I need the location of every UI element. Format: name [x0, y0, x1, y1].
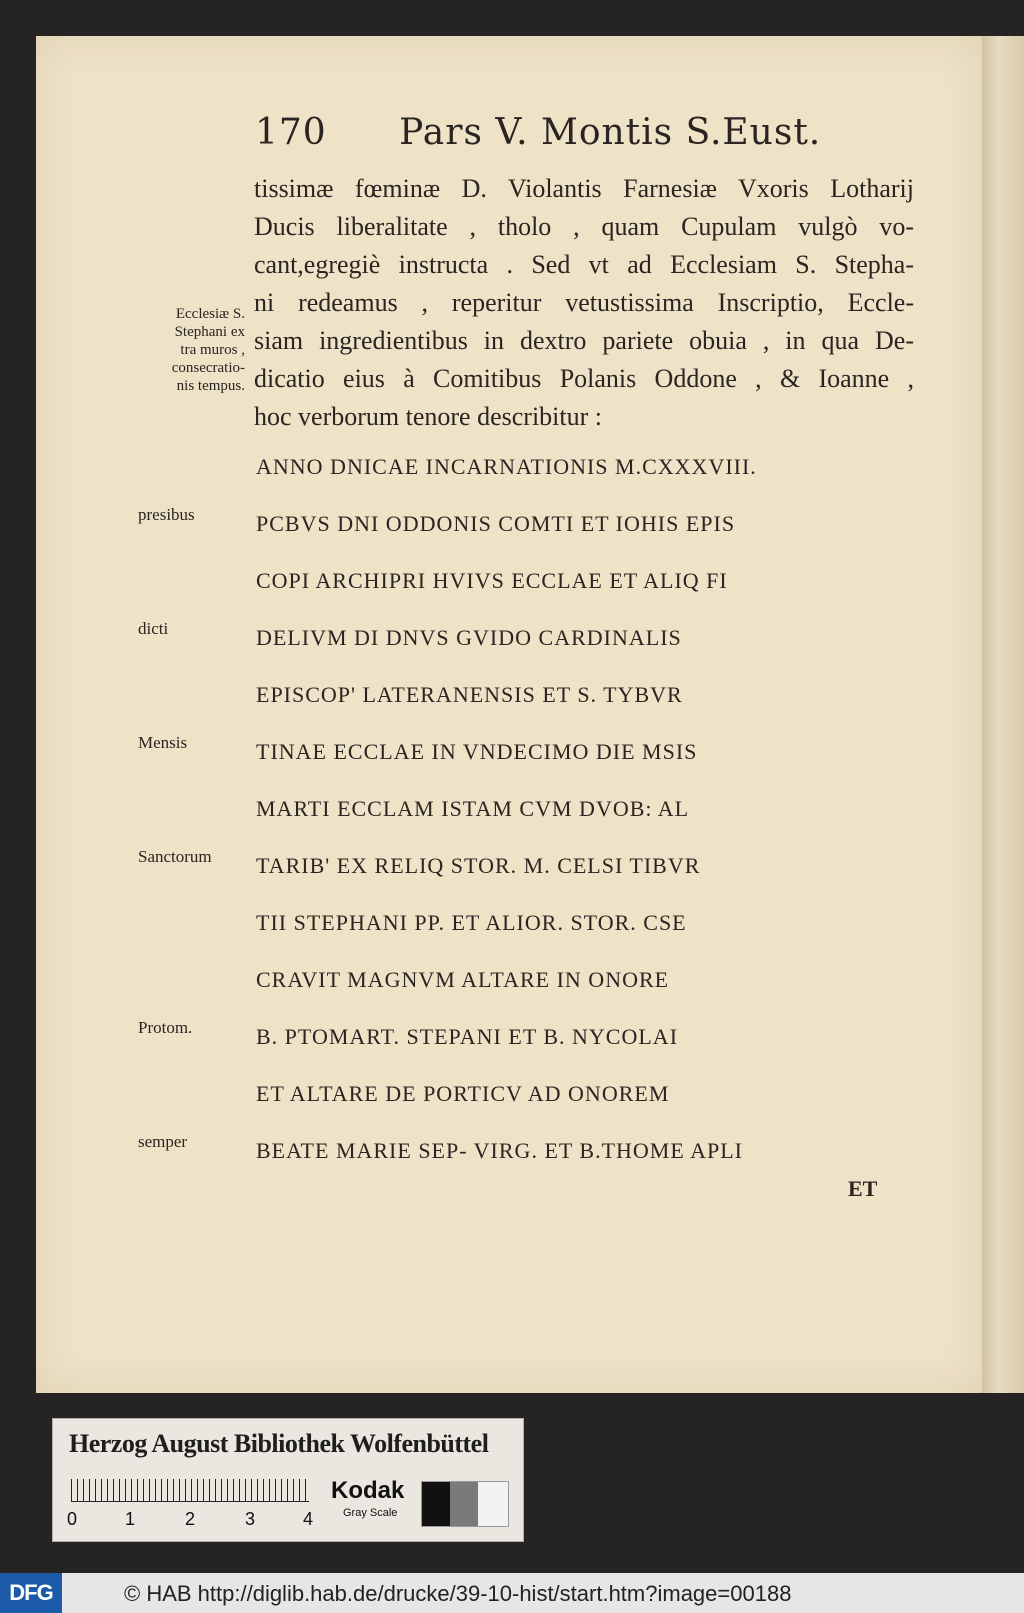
kodak-logo: Kodak [331, 1477, 405, 1504]
inscription-line: COPI ARCHIPRI HVIVS ECCLAE ET ALIQ FI [256, 568, 728, 593]
running-title: Pars V. Montis S.Eust. [399, 112, 822, 153]
margin-note-line: Stephani ex [174, 324, 245, 340]
margin-gloss: Mensis [138, 733, 188, 752]
text-line: dicatio eius à Comitibus Polanis Oddone , & Ioanne , [254, 364, 914, 393]
gray-swatch [450, 1482, 478, 1526]
library-name: Herzog August Bibliothek Wolfenbüttel [69, 1429, 489, 1458]
margin-gloss: semper [138, 1132, 188, 1151]
inscription-line: EPISCOP' LATERANENSIS ET S. TYBVR [256, 682, 683, 707]
page-number: 170 [255, 112, 327, 153]
ruler-number: 0 [67, 1509, 78, 1529]
inscription-line: TII STEPHANI PP. ET ALIOR. STOR. CSE [256, 910, 687, 935]
text-line: siam ingredientibus in dextro pariete obuia , in qua De- [254, 326, 914, 355]
gray-swatch [422, 1482, 450, 1526]
color-scale-card [52, 1418, 524, 1542]
inscription-line: TARIB' EX RELIQ STOR. M. CELSI TIBVR [256, 853, 701, 878]
ruler [71, 1479, 309, 1502]
margin-gloss: Protom. [138, 1018, 193, 1037]
text-line: tissimæ fœminæ D. Violantis Farnesiæ Vxoris Lotharij [254, 174, 914, 203]
inscription-line: DELIVM DI DNVS GVIDO CARDINALIS [256, 625, 682, 650]
inscription [256, 438, 876, 1179]
text-line: Ducis liberalitate , tholo , quam Cupulam vulgò vo- [254, 212, 914, 241]
inscription-line: TINAE ECCLAE IN VNDECIMO DIE MSIS [256, 739, 698, 764]
page-edge [982, 36, 1024, 1393]
catchword: ET [848, 1176, 878, 1201]
margin-note-line: consecratio- [171, 360, 245, 376]
ruler-numbers [65, 1509, 325, 1533]
ruler-number: 3 [245, 1509, 256, 1529]
ruler-number: 4 [303, 1509, 314, 1529]
ruler-number: 1 [125, 1509, 136, 1529]
inscription-line: B. PTOMART. STEPANI ET B. NYCOLAI [256, 1024, 679, 1049]
margin-gloss: dicti [138, 619, 169, 638]
gray-scale-label: Gray Scale [343, 1507, 398, 1519]
inscription-line: MARTI ECCLAM ISTAM CVM DVOB: AL [256, 796, 690, 821]
text-line: hoc verborum tenore describitur : [254, 402, 602, 431]
margin-gloss: Sanctorum [138, 847, 212, 866]
footer-bar [0, 1573, 1024, 1613]
text-line: ni redeamus , reperitur vetustissima Inscriptio, Eccle- [254, 288, 914, 317]
margin-note-line: Ecclesiæ S. [175, 306, 245, 322]
inscription-line: ET ALTARE DE PORTICV AD ONOREM [256, 1081, 670, 1106]
margin-gloss: presibus [138, 505, 195, 524]
text-line: cant,egregiè instructa . Sed vt ad Ecclesiam S. Stepha- [254, 250, 914, 279]
margin-note-line: tra muros , [180, 342, 245, 358]
running-head [255, 112, 821, 153]
dfg-logo: DFG [0, 1573, 62, 1613]
margin-note [140, 305, 245, 395]
inscription-line: ANNO DNICAE INCARNATIONIS M.CXXXVIII. [256, 454, 757, 479]
gray-swatch [478, 1482, 508, 1526]
inscription-line: BEATE MARIE SEP- VIRG. ET B.THOME APLI [256, 1138, 743, 1163]
source-url[interactable]: © HAB http://diglib.hab.de/drucke/39-10-hist/start.htm?image=00188 [124, 1581, 792, 1606]
gray-swatches [421, 1481, 509, 1527]
inscription-line: PCBVS DNI ODDONIS COMTI ET IOHIS EPIS [256, 511, 736, 536]
body-text [254, 170, 914, 436]
margin-note-line: nis tempus. [176, 378, 245, 394]
ruler-number: 2 [185, 1509, 196, 1529]
inscription-line: CRAVIT MAGNVM ALTARE IN ONORE [256, 967, 670, 992]
